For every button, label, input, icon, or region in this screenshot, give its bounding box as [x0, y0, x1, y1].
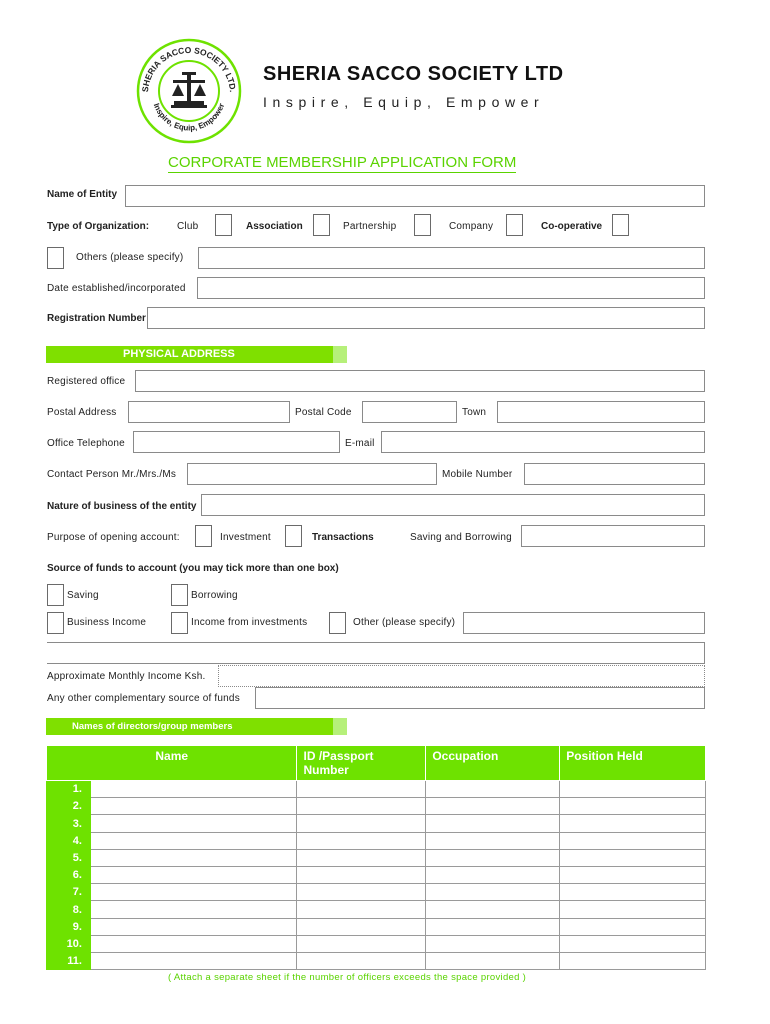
table-row [47, 798, 706, 815]
position-cell[interactable] [560, 815, 706, 832]
row-number: 8. [47, 901, 91, 918]
purpose-investment-label: Investment [220, 532, 271, 543]
email-field[interactable] [381, 431, 705, 453]
column-name: Name [47, 746, 297, 781]
table-row [47, 884, 706, 901]
position-cell[interactable] [560, 832, 706, 849]
id-cell[interactable] [297, 849, 426, 866]
org-type-cooperative-label: Co-operative [541, 221, 603, 232]
org-type-club-label: Club [177, 221, 199, 232]
name-cell[interactable] [90, 935, 297, 952]
others-specify-label: Others (please specify) [76, 252, 184, 263]
occupation-cell[interactable] [426, 884, 560, 901]
nature-of-business-label: Nature of business of the entity [47, 501, 197, 512]
name-cell[interactable] [90, 884, 297, 901]
name-cell[interactable] [90, 849, 297, 866]
org-type-club-checkbox[interactable] [215, 214, 232, 236]
physical-address-header [46, 346, 333, 363]
id-cell[interactable] [297, 952, 426, 969]
name-cell[interactable] [90, 798, 297, 815]
purpose-transactions-checkbox[interactable] [285, 525, 302, 547]
org-type-association-checkbox[interactable] [313, 214, 330, 236]
date-established-field[interactable] [197, 277, 705, 299]
position-cell[interactable] [560, 918, 706, 935]
purpose-transactions-label: Transactions [312, 532, 374, 543]
email-label: E-mail [345, 438, 375, 449]
contact-person-field[interactable] [187, 463, 437, 485]
table-row [47, 918, 706, 935]
office-telephone-field[interactable] [133, 431, 340, 453]
org-type-others-checkbox[interactable] [47, 247, 64, 269]
id-cell[interactable] [297, 815, 426, 832]
occupation-cell[interactable] [426, 815, 560, 832]
row-number: 2. [47, 798, 91, 815]
occupation-cell[interactable] [426, 798, 560, 815]
id-cell[interactable] [297, 901, 426, 918]
complementary-source-field[interactable] [255, 687, 705, 709]
name-cell[interactable] [90, 918, 297, 935]
funds-borrowing-checkbox[interactable] [171, 584, 188, 606]
name-cell[interactable] [90, 866, 297, 883]
occupation-cell[interactable] [426, 952, 560, 969]
org-type-association-label: Association [246, 221, 303, 232]
purpose-saving-borrowing-label: Saving and Borrowing [410, 532, 512, 543]
directors-header [46, 718, 333, 735]
band-tail [333, 718, 347, 735]
funds-saving-label: Saving [67, 590, 99, 601]
name-cell[interactable] [90, 952, 297, 969]
position-cell[interactable] [560, 798, 706, 815]
postal-code-field[interactable] [362, 401, 457, 423]
postal-code-label: Postal Code [295, 407, 352, 418]
id-cell[interactable] [297, 866, 426, 883]
name-cell[interactable] [90, 901, 297, 918]
name-cell[interactable] [90, 815, 297, 832]
funds-shareholders-field[interactable] [47, 642, 705, 664]
logo-ring-top: SHERIA SACCO SOCIETY LTD. [139, 44, 238, 93]
position-cell[interactable] [560, 849, 706, 866]
contact-person-label: Contact Person Mr./Mrs./Ms [47, 469, 177, 480]
row-number: 9. [47, 918, 91, 935]
occupation-cell[interactable] [426, 832, 560, 849]
org-type-partnership-checkbox[interactable] [414, 214, 431, 236]
table-row [47, 849, 706, 866]
directors-table [46, 745, 706, 970]
name-of-entity-field[interactable] [125, 185, 705, 207]
town-label: Town [462, 407, 487, 418]
purpose-label: Purpose of opening account: [47, 532, 180, 543]
occupation-cell[interactable] [426, 866, 560, 883]
attach-sheet-note: ( Attach a separate sheet if the number of officers exceeds the space provided ) [168, 972, 527, 983]
funds-other-label: Other (please specify) [353, 617, 456, 628]
row-number: 7. [47, 884, 91, 901]
occupation-cell[interactable] [426, 935, 560, 952]
table-row [47, 952, 706, 969]
monthly-income-label: Approximate Monthly Income Ksh. [47, 671, 206, 682]
row-number: 10. [47, 935, 91, 952]
funds-business-income-label: Business Income [67, 617, 147, 628]
funds-other-field[interactable] [463, 612, 705, 634]
org-type-company-label: Company [449, 221, 494, 232]
row-number: 4. [47, 832, 91, 849]
postal-address-label: Postal Address [47, 407, 117, 418]
organization-name: SHERIA SACCO SOCIETY LTD [263, 63, 564, 85]
sacco-logo [136, 38, 242, 144]
nature-of-business-field[interactable] [201, 494, 705, 516]
physical-address-title: PHYSICAL ADDRESS [123, 348, 235, 360]
row-number: 6. [47, 866, 91, 883]
table-row [47, 832, 706, 849]
town-field[interactable] [497, 401, 705, 423]
type-of-organization-label: Type of Organization: [47, 221, 150, 232]
band-tail [333, 346, 347, 363]
position-cell[interactable] [560, 781, 706, 798]
funds-borrowing-label: Borrowing [191, 590, 238, 601]
occupation-cell[interactable] [426, 918, 560, 935]
column-occupation: Occupation [426, 746, 560, 781]
row-number: 5. [47, 849, 91, 866]
org-type-cooperative-checkbox[interactable] [612, 214, 629, 236]
position-cell[interactable] [560, 866, 706, 883]
position-cell[interactable] [560, 935, 706, 952]
occupation-cell[interactable] [426, 901, 560, 918]
logo-ring-bottom: Inspire, Equip, Empower [151, 102, 227, 133]
column-position-held: Position Held [560, 746, 706, 781]
table-row [47, 866, 706, 883]
monthly-income-field[interactable] [218, 665, 705, 687]
name-cell[interactable] [90, 781, 297, 798]
id-cell[interactable] [297, 798, 426, 815]
org-type-partnership-label: Partnership [343, 221, 397, 232]
postal-address-field[interactable] [128, 401, 290, 423]
funds-income-investments-label: Income from investments [191, 617, 308, 628]
occupation-cell[interactable] [426, 849, 560, 866]
purpose-saving-borrowing-field[interactable] [521, 525, 705, 547]
id-cell[interactable] [297, 935, 426, 952]
position-cell[interactable] [560, 884, 706, 901]
funds-saving-checkbox[interactable] [47, 584, 64, 606]
form-title: CORPORATE MEMBERSHIP APPLICATION FORM [168, 154, 517, 171]
table-row [47, 781, 706, 798]
id-cell[interactable] [297, 781, 426, 798]
table-row [47, 901, 706, 918]
position-cell[interactable] [560, 901, 706, 918]
funds-income-investments-checkbox[interactable] [171, 612, 188, 634]
funds-business-income-checkbox[interactable] [47, 612, 64, 634]
complementary-source-label: Any other complementary source of funds [47, 693, 240, 704]
funds-other-checkbox[interactable] [329, 612, 346, 634]
name-of-entity-label: Name of Entity [47, 189, 118, 200]
id-cell[interactable] [297, 884, 426, 901]
organization-tagline: Inspire, Equip, Empower [263, 94, 545, 110]
registration-number-label: Registration Number [47, 313, 146, 324]
org-type-company-checkbox[interactable] [506, 214, 523, 236]
others-specify-field[interactable] [198, 247, 705, 269]
row-number: 1. [47, 781, 91, 798]
mobile-number-label: Mobile Number [442, 469, 513, 480]
position-cell[interactable] [560, 952, 706, 969]
row-number: 11. [47, 952, 91, 969]
source-of-funds-heading: Source of funds to account (you may tick more than one box) [47, 563, 339, 574]
table-row [47, 815, 706, 832]
row-number: 3. [47, 815, 91, 832]
registered-office-label: Registered office [47, 376, 126, 387]
mobile-number-field[interactable] [524, 463, 705, 485]
id-cell[interactable] [297, 832, 426, 849]
table-row [47, 935, 706, 952]
registration-number-field[interactable] [147, 307, 705, 329]
office-telephone-label: Office Telephone [47, 438, 125, 449]
registered-office-field[interactable] [135, 370, 705, 392]
occupation-cell[interactable] [426, 781, 560, 798]
purpose-investment-checkbox[interactable] [195, 525, 212, 547]
directors-title: Names of directors/group members [72, 721, 233, 732]
directors-table-header [47, 746, 706, 781]
id-cell[interactable] [297, 918, 426, 935]
name-cell[interactable] [90, 832, 297, 849]
column-id-passport: ID /Passport Number [297, 746, 426, 781]
date-established-label: Date established/incorporated [47, 283, 186, 294]
